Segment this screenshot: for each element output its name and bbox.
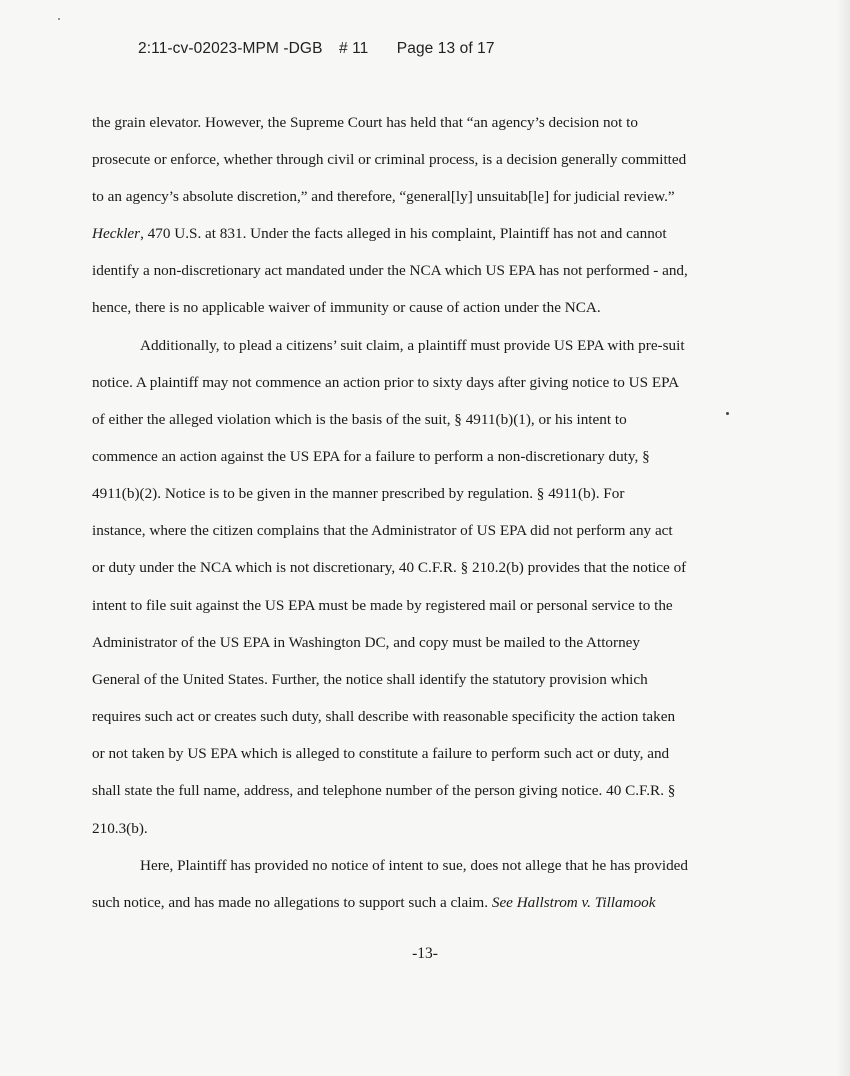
text-line-with-italic [92,224,667,244]
scan-speck [58,18,60,20]
text-line: of either the alleged violation which is the basis of the suit, § 4911(b)(1), or his intent to [92,411,627,428]
text-line: Here, Plaintiff has provided no notice of intent to sue, does not allege that he has provided [140,857,689,874]
text-line: or not taken by US EPA which is alleged to constitute a failure to perform such act or duty, and [92,745,670,762]
text-line: hence, there is no applicable waiver of immunity or cause of action under the NCA. [92,299,601,316]
text-line-with-citation [92,893,656,913]
text-line: General of the United States. Further, the notice shall identify the statutory provision which [92,671,648,688]
text-line: shall state the full name, address, and telephone number of the person giving notice. 40 C.F.R. § [92,782,676,799]
page-footer-number: -13- [412,945,438,962]
text-line: requires such act or creates such duty, shall describe with reasonable specificity the action taken [92,708,676,725]
case-header [138,40,495,58]
text-line-rest: , 470 U.S. at 831. Under the facts alleged in his complaint, Plaintiff has not and cannot [140,225,667,242]
text-line: the grain elevator. However, the Supreme Court has held that “an agency’s decision not to [92,114,638,131]
text-line: Additionally, to plead a citizens’ suit claim, a plaintiff must provide US EPA with pre-suit [140,337,685,354]
text-line: 4911(b)(2). Notice is to be given in the manner prescribed by regulation. § 4911(b). For [92,485,625,502]
text-line: Administrator of the US EPA in Washington DC, and copy must be mailed to the Attorney [92,634,641,651]
text-line: instance, where the citizen complains that the Administrator of US EPA did not perform any act [92,522,673,539]
text-line: commence an action against the US EPA for a failure to perform a non-discretionary duty, § [92,448,650,465]
scan-edge-shadow [836,0,850,1076]
citation-italic: See Hallstrom v. Tillamook [491,894,656,911]
scan-speck [726,412,729,415]
text-line: to an agency’s absolute discretion,” and therefore, “general[ly] unsuitab[le] for judicial review.” [92,188,675,205]
text-line: or duty under the NCA which is not discretionary, 40 C.F.R. § 210.2(b) provides that the notice of [92,559,687,576]
text-line: identify a non-discretionary act mandated under the NCA which US EPA has not performed - and, [92,262,688,279]
text-line-start: such notice, and has made no allegations to support such a claim. [92,894,492,911]
page-label: Page 13 of 17 [396,40,495,57]
text-line: intent to file suit against the US EPA must be made by registered mail or personal service to the [92,597,673,614]
docket-number: # 11 [338,40,369,57]
text-line: notice. A plaintiff may not commence an action prior to sixty days after giving notice to US EPA [92,374,680,391]
case-name-italic: Heckler [92,225,141,242]
text-line: prosecute or enforce, whether through civil or criminal process, is a decision generally committed [92,151,687,168]
text-line: 210.3(b). [92,820,148,837]
case-number: 2:11-cv-02023-MPM -DGB [138,40,323,57]
